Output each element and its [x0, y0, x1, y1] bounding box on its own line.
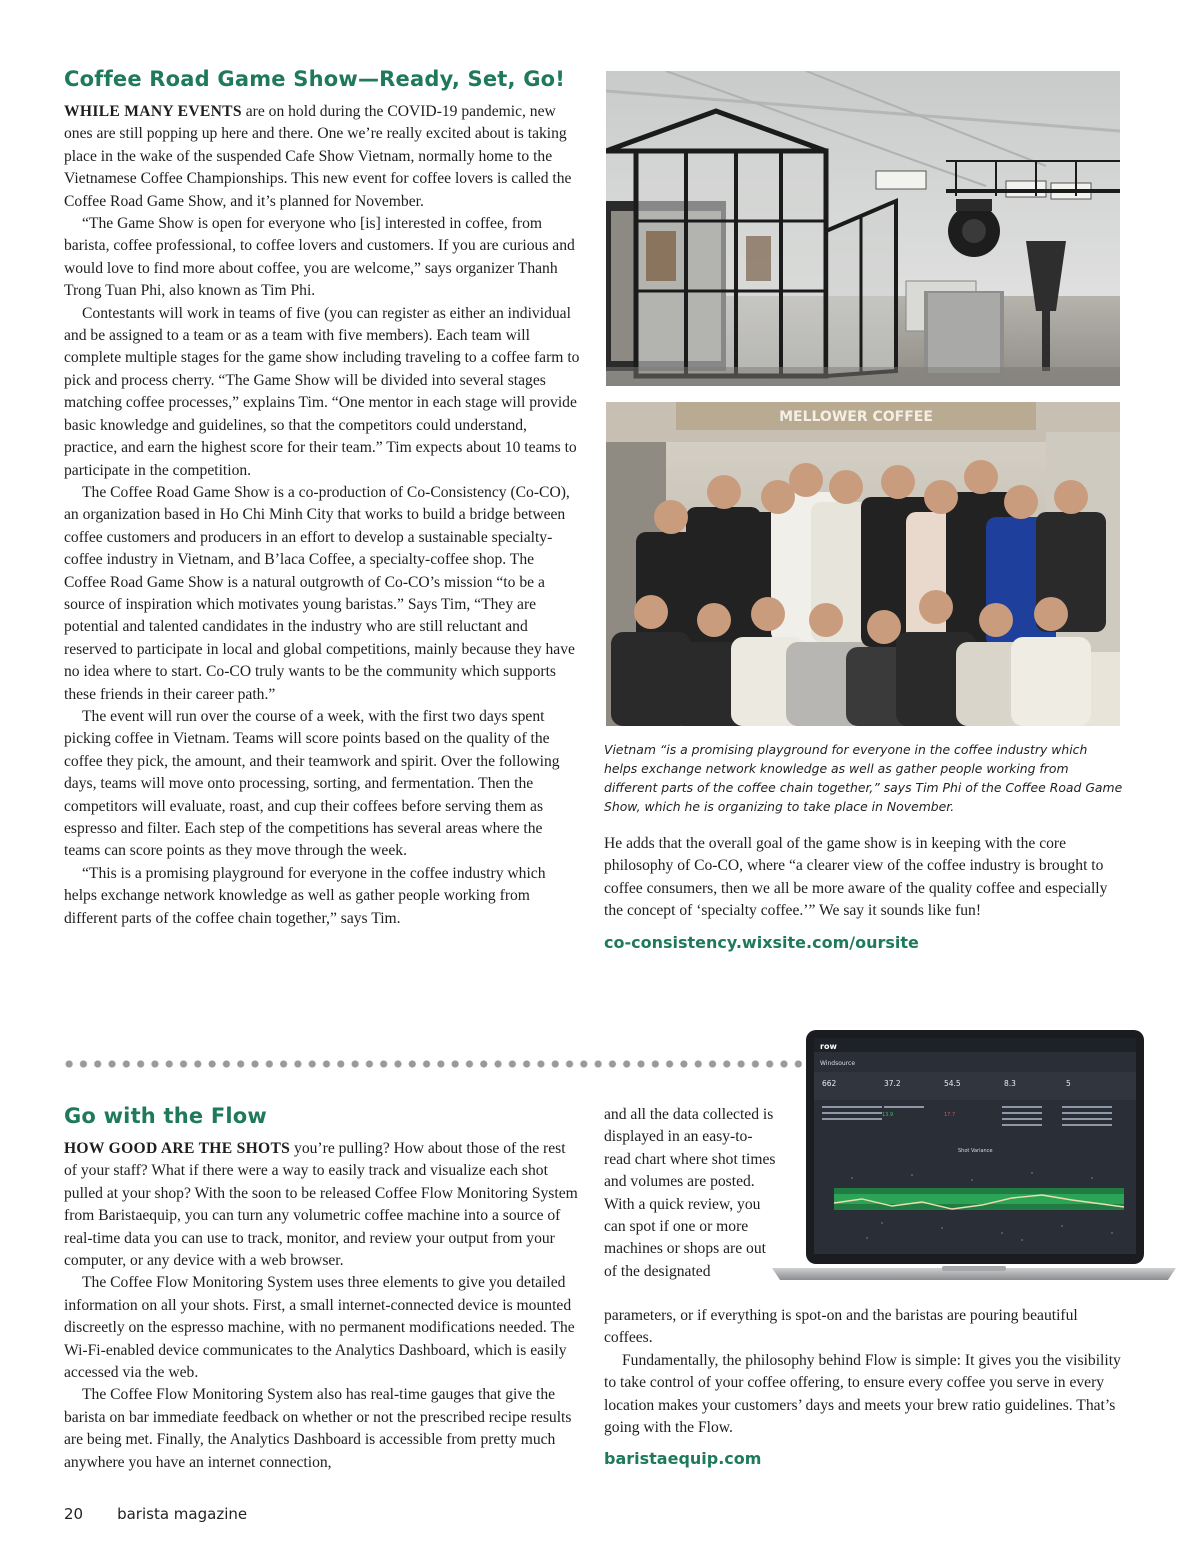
cafe-interior-photo: [606, 71, 1120, 386]
laptop-dashboard-image: [772, 1028, 1176, 1286]
paragraph: “This is a promising playground for everyone in the coffee industry which helps exchange network knowledge as well as gather people working from different parts of the coffee chain together,” says Tim.: [64, 864, 546, 927]
svg-text:13.9: 13.9: [882, 1112, 894, 1118]
lead-in: HOW GOOD ARE THE SHOTS: [64, 1140, 291, 1157]
article-body: [64, 101, 580, 930]
chart-title: Shot Variance: [958, 1148, 993, 1154]
dashboard-stat: 5: [1066, 1079, 1071, 1088]
paragraph: WHILE MANY EVENTS are on hold during the COVID-19 pandemic, new ones are still popping up here and there. One we’re really excited about is taking place in the wake of the suspended Cafe Show Vietnam, normally home to the Vietnamese Coffee Championships. This new event for coffee lovers is called the Coffee Road Game Show, and it’s planned for November.: [64, 103, 572, 210]
dashboard-header: Windsource: [820, 1060, 856, 1067]
dashboard-logo: row: [820, 1042, 837, 1051]
paragraph: The Coffee Road Game Show is a co-production of Co-Consistency (Co-CO), an organization based in Ho Chi Minh City that works to build a bridge between coffee customers and producers in an effort to develop a sustainable specialty-coffee industry in Vietnam, and B’laca Coffee, a specialty-coffee shop. The Coffee Road Game Show is a natural outgrowth of Co-CO’s mission “to be a source of inspiration which motivates young baristas.” Says Tim, “They are potential and talented candidates in the industry who are still reluctant and reserved to participate in local and global competitions, mainly because they have no idea where to start. Co-CO truly wants to be the community which supports these friends in their career path.”: [64, 483, 575, 703]
article-body: [64, 1138, 580, 1474]
svg-text:17.7: 17.7: [944, 1112, 956, 1118]
group-photo: [606, 402, 1120, 726]
page-footer: [64, 1505, 247, 1523]
paragraph: HOW GOOD ARE THE SHOTS you’re pulling? How about those of the rest of your staff? What if there were a way to easily track and visualize each shot pulled at your shop? With the soon to be released Coffee Flow Monitoring System from Baristaequip, you can turn any volumetric coffee machine into a source of real-time data you can use to track, monitor, and review your output from your computer, or any device with a web browser.: [64, 1140, 578, 1270]
dotted-divider: [62, 1059, 802, 1069]
article-body-continued: [604, 1305, 1124, 1471]
article-title: Coffee Road Game Show—Ready, Set, Go!: [64, 67, 566, 91]
dashboard-stat: 8.3: [1004, 1079, 1016, 1088]
paragraph: The Coffee Flow Monitoring System also has real-time gauges that give the barista on bar immediate feedback on whether or not the prescribed recipe results are being met. Finally, the Analytics Dashboard is accessible from pretty much anywhere you have an internet connection,: [64, 1386, 572, 1471]
article-body-continued: [604, 833, 1120, 954]
paragraph: He adds that the overall goal of the game show is in keeping with the core philosophy of Co-CO, where “a clearer view of the coffee industry is brought to coffee consumers, then we all be more aware of the quality coffee and especially the concept of ‘specialty coffee.’” We say it sounds like fun!: [604, 835, 1108, 920]
paragraph: Contestants will work in teams of five (you can register as either an individual and be assigned to a team or as a team with five members). Each team will complete multiple stages for the game show including traveling to a coffee farm to pick and process cherry. “The Game Show will be divided into several stages matching coffee processes,” explains Tim. “One mentor in each stage will provide basic knowledge and guidelines, so that the competitors could understand, practice, and earn the highest score for their team.” Tim expects about 10 teams to participate in the competition.: [64, 304, 580, 479]
paragraph: The Coffee Flow Monitoring System uses three elements to give you detailed information on all your shots. First, a small internet-connected device is mounted discreetly on the espresso machine, with no permanent modifications needed. The Wi-Fi-enabled device communicates to the Analytics Dashboard, which is easily accessed via the web.: [64, 1274, 575, 1382]
photo-caption: Vietnam “is a promising playground for everyone in the coffee industry which helps exchange network knowledge as well as gather people working from different parts of the coffee chain together,” says Tim Phi of the Coffee Road Game Show, which he is organizing to take place in November.: [604, 742, 1123, 814]
article-title: Go with the Flow: [64, 1104, 267, 1128]
article-body-continued: [604, 1104, 776, 1283]
coco-website-link[interactable]: co-consistency.wixsite.com/oursite: [604, 932, 919, 952]
paragraph: The event will run over the course of a week, with the first two days spent picking coffee in Vietnam. Teams will score points based on the quality of the coffee they pick, the amount, and their teamwork and spirit. Over the following days, teams will move onto processing, sorting, and fermentation. Then the competitors will evaluate, roast, and cup their coffees before serving them as espresso and filter. Each step of the competitions has several areas where the teams can score points as they move through the week.: [64, 707, 560, 860]
dashboard-stat: 662: [822, 1079, 837, 1088]
dashboard-stat: 37.2: [884, 1079, 901, 1088]
dashboard-stat: 54.5: [944, 1079, 961, 1088]
baristaequip-website-link[interactable]: baristaequip.com: [604, 1449, 762, 1469]
paragraph: Fundamentally, the philosophy behind Flow is simple: It gives you the visibility to take control of your coffee offering, to ensure every coffee you serve in every location makes your customers’ days and meets your brew ratio guidelines. That’s going with the Flow.: [604, 1351, 1121, 1437]
mellower-sign: MELLOWER COFFEE: [779, 409, 933, 425]
lead-in: WHILE MANY EVENTS: [64, 103, 242, 120]
magazine-name: barista magazine: [117, 1505, 248, 1523]
paragraph: “The Game Show is open for everyone who [is] interested in coffee, from barista, coffee professional, to coffee lovers and customers. If you are curious and would love to find more about coffee, you are welcome,” says organizer Thanh Trong Tuan Phi, also known as Tim Phi.: [64, 215, 575, 300]
paragraph: and all the data collected is displayed in an easy-to-read chart where shot times and volumes are posted. With a quick review, you can spot if one or more machines or shops are out of the designated: [604, 1106, 776, 1280]
page-number: 20: [64, 1505, 84, 1523]
paragraph: parameters, or if everything is spot-on and the baristas are pouring beautiful coffees.: [604, 1307, 1078, 1347]
